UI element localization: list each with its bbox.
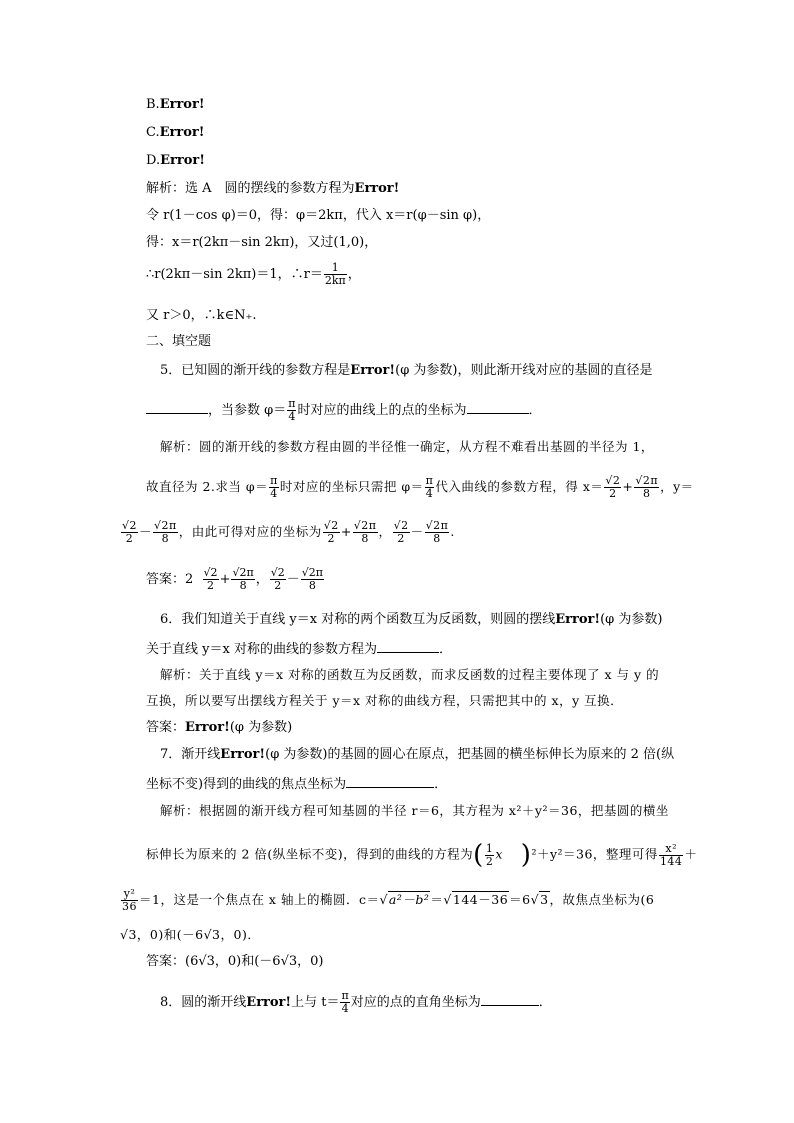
fraction [323,520,340,545]
error-text: Error! [246,995,292,1010]
fraction [121,888,138,913]
fraction [353,520,378,545]
q5-text: ． [528,403,542,418]
fraction [393,520,410,545]
fraction-denominator: 8 [239,579,247,592]
q4-analysis-line3: 得：x＝r(2kπ－sin 2kπ)，又过(1,0)， [146,235,378,250]
fraction-numerator: π [288,397,296,410]
right-paren: ) [520,840,532,870]
q6-analysis-line1: 解析：关于直线 y＝x 对称的函数互为反函数，而求反函数的过程主要体现了 x 与 y 的 [160,667,660,682]
fraction-denominator: 8 [643,487,651,500]
q7-text: ． [434,777,448,792]
q5-analysis-text: ，y＝ [660,479,694,494]
fraction [121,520,138,545]
q5-question-line2 [146,398,542,423]
q5-text: ，当参数 φ＝ [208,403,287,418]
error-text: Error! [220,747,266,762]
fraction [425,475,435,500]
fraction-numerator: √2π [353,519,377,532]
answer-label: 答案：2 [146,572,194,587]
option-d [146,152,205,170]
q8-text: ． [538,995,552,1010]
q4-analysis-line5: 又 r＞0，∴k∈N₊. [146,308,257,323]
error-text: Error! [185,720,230,735]
q7-analysis-line3: $\frac{\text{y²}}{36}$ ＝1，这是一个焦点在 x 轴上的椭圆．c＝√a²－b²＝√144－36＝6√3，故焦点坐标为(6 [122,887,655,913]
fraction-numerator: √2 [393,519,409,532]
fraction-denominator: 2 [609,487,617,500]
fraction-denominator: 36 [122,900,137,913]
q5-analysis-text: ，由此可得对应的坐标为 [178,524,322,539]
fraction-denominator: 2 [485,854,494,868]
q6-question-line2 [146,639,452,659]
fraction-numerator: √2π [425,519,449,532]
fraction [604,475,621,500]
q7-analysis-line4: √3，0)和(－6√3，0)． [120,927,261,942]
fraction-numerator: √2 [203,566,218,579]
option-d-label: D. [146,153,161,168]
answer-blank [481,992,539,1006]
fraction [324,262,347,287]
fraction-numerator: √2 [605,474,621,487]
q5-analysis-text: 代入曲线的参数方程，得 x＝ [435,479,604,494]
q6-answer [146,719,292,737]
q6-answer-text: (φ 为参数) [229,720,293,735]
fraction-denominator: 144 [659,854,683,868]
fraction-denominator: 2kπ [324,274,346,287]
sqrt-content: 144－36 [452,892,509,907]
fraction-numerator: π [425,474,434,487]
fraction-denominator: 4 [425,487,434,500]
fraction [659,843,684,868]
fraction-numerator: 1 [324,262,347,275]
q5-analysis-text: 故直径为 2.求当 φ＝ [146,479,269,494]
q5-text: 5．已知圆的渐开线的参数方程是 [160,363,351,378]
q6-text: 关于直线 y＝x 对称的曲线的参数方程为 [146,642,377,657]
error-text: Error! [354,181,400,196]
q4-analysis-line4 [146,262,361,287]
q4-analysis-line2: 令 r(1－cos φ)＝0，得：φ＝2kπ，代入 x＝r(φ－sin φ)， [146,208,491,223]
fraction-numerator: √2 [323,519,339,532]
fraction-numerator: √2π [232,566,254,579]
fraction [231,567,254,592]
q7-text: 7．渐开线 [160,747,221,762]
equals: ＝ [430,892,444,907]
fraction-numerator: √2π [154,519,177,532]
fraction [287,398,296,423]
fraction-denominator: 8 [161,532,170,545]
q7-question-line2 [146,774,447,794]
fraction-numerator: x² [659,843,684,856]
q7-analysis-text: 标伸长为原来的 2 倍(纵坐标不变)，得到的曲线的方程为 [146,846,474,862]
q8-question [160,990,552,1015]
q8-text: 8．圆的渐开线 [160,995,247,1010]
fraction-numerator: √2π [301,566,324,579]
q4-line4-end: ， [347,267,361,282]
q8-text: 对应的点的直角坐标为 [350,995,481,1010]
fraction-numerator: √2 [122,519,138,532]
fraction-denominator: 8 [433,532,441,545]
fraction-denominator: 8 [361,532,369,545]
q5-analysis-line2: 故直径为 2.求当 φ＝ $\frac{\pi}{4}$ 时对应的坐标只需把 φ＝ $\frac{\pi}{4}$ 代入曲线的参数方程，得 x＝ $\frac{√2}{2}$ + $\frac{√2\pi}{8}$ ，y＝ [146,474,694,500]
error-text: Error! [160,153,205,168]
answer-blank [146,400,208,414]
q5-analysis-line3: $\frac{√2}{2}$ － $\frac{√2\pi}{8}$ ，由此可得对应的坐标为 $\frac{√2}{2}$ + $\frac{√2\pi}{8}$ ， $\frac{√2}{2}$ － $\frac{√2\pi}{8}$ . [122,519,455,545]
option-b-label: B. [146,97,160,112]
q4-line4-text: ∴r(2kπ－sin 2kπ)＝1，∴r＝ [146,267,323,282]
option-b [146,96,205,114]
q5-analysis-line1: 解析：圆的渐开线的参数方程由圆的半径惟一确定，从方程不难看出基圆的半径为 1， [160,439,654,454]
fraction [340,990,349,1015]
q7-text: 坐标不变)得到的曲线的焦点坐标为 [146,777,347,792]
q5-text: (φ 为参数)，则此渐开线对应的基圆的直径是 [395,363,653,378]
fraction-denominator: 2 [327,532,336,545]
q7-analysis-text: ＝6 [509,892,531,907]
fraction-denominator: 2 [207,579,215,592]
left-paren: ( [473,840,484,870]
q6-text: (φ 为参数) [600,612,663,627]
fraction [485,843,495,868]
answer-blank [467,400,529,414]
sqrt-content: 3 [540,892,549,907]
error-text: Error! [159,125,205,140]
plus-sign: ＋ [684,846,698,862]
q5-analysis-text: 时对应的坐标只需把 φ＝ [279,479,424,494]
fraction-numerator: π [341,989,349,1002]
fraction-numerator: π [270,474,278,487]
fraction-numerator: y² [121,888,138,901]
fraction-denominator: 8 [308,579,316,592]
fraction [301,567,324,592]
q7-answer: 答案：(6√3，0)和(－6√3，0) [146,954,324,969]
answer-blank [346,774,434,788]
fraction-denominator: 4 [341,1002,349,1015]
option-c-label: C. [146,125,160,140]
fraction-denominator: 2 [274,579,282,592]
fraction [425,520,450,545]
fraction-denominator: 4 [270,487,278,500]
q4-analysis-text: 解析：选 A 圆的摆线的参数方程为 [146,181,355,196]
q6-question-line1 [160,611,662,629]
variable-x: x [495,846,503,862]
error-text: Error! [350,363,396,378]
q7-text: (φ 为参数)的基圆的圆心在原点，把基圆的横坐标伸长为原来的 2 倍(纵 [265,747,675,762]
answer-label: 答案： [146,720,186,735]
q7-analysis-text: ，故焦点坐标为(6 [549,892,655,907]
error-text: Error! [555,612,601,627]
fraction [270,567,286,592]
q7-analysis-text: ＝1，这是一个焦点在 x 轴上的椭圆．c＝ [139,892,380,907]
q7-analysis-line1: 解析：根据圆的渐开线方程可知基圆的半径 r＝6，其方程为 x²＋y²＝36，把基圆的横坐 [160,803,669,818]
fraction-denominator: 4 [288,410,296,423]
section-heading: 二、填空题 [146,334,212,349]
q6-text: ． [438,642,452,657]
fraction-numerator: 1 [485,841,494,855]
q5-question-line1 [160,362,653,380]
q5-answer: 答案：2 $\frac{√2}{2}$ + $\frac{√2\pi}{8}$ ， $\frac{√2}{2}$ － $\frac{√2\pi}{8}$ [146,566,324,592]
fraction [203,567,219,592]
q7-analysis-line2 [146,842,697,868]
q6-text: 6．我们知道关于直线 y＝x 对称的两个函数互为反函数，则圆的摆线 [160,612,556,627]
q6-analysis-line2: 互换，所以要写出摆线方程关于 y＝x 对称的曲线方程，只需把其中的 x，y 互换． [146,693,624,708]
fraction-numerator: √2π [635,474,659,487]
error-text: Error! [159,97,205,112]
fraction [269,475,279,500]
q7-analysis-text: 3，0)和(－6√3，0)． [128,927,261,942]
option-c [146,124,204,142]
fraction-numerator: √2 [270,566,285,579]
q8-text: 上与 t＝ [291,995,340,1010]
q5-text: 时对应的曲线上的点的坐标为 [297,403,467,418]
fraction [634,475,659,500]
answer-blank [377,639,439,653]
q7-question-line1 [160,746,674,764]
q4-analysis-line1 [146,180,399,198]
fraction-denominator: 2 [125,532,134,545]
q7-analysis-text: ²＋y²＝36，整理可得 [531,846,658,862]
fraction [153,520,178,545]
sqrt-content: a²－b² [388,892,430,907]
fraction-denominator: 2 [397,532,405,545]
